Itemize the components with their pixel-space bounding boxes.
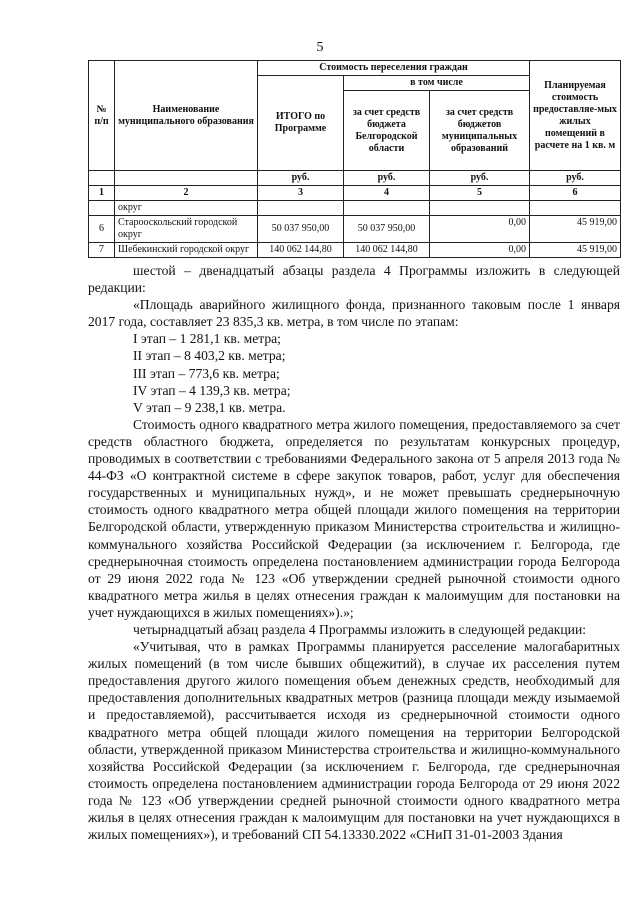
header-planned-cost: Планируемая стоимость предоставляе-мых жилых помещений в расчете на 1 кв. м — [530, 61, 621, 171]
column-number: 1 — [89, 186, 115, 201]
column-number: 3 — [258, 186, 344, 201]
row-regional: 140 062 144,80 — [344, 243, 430, 258]
column-number: 2 — [115, 186, 258, 201]
row-name: Шебекинский городской округ — [115, 243, 258, 258]
stage-line: II этап – 8 403,2 кв. метра; — [133, 348, 286, 364]
header-total: ИТОГО по Программе — [258, 76, 344, 171]
header-including: в том числе — [344, 76, 530, 91]
table-row — [89, 243, 621, 258]
row-regional: 50 037 950,00 — [344, 216, 430, 243]
unit-cell: руб. — [258, 171, 344, 186]
paragraph-amend-6-12: шестой – двенадцатый абзацы раздела 4 Программы изложить в следующей редакции: — [88, 263, 620, 296]
row-municipal: 0,00 — [430, 216, 530, 243]
row-planned: 45 919,00 — [530, 216, 621, 243]
unit-cell: руб. — [344, 171, 430, 186]
header-regional-budget: за счет средств бюджета Белгородской области — [344, 91, 430, 171]
column-number: 5 — [430, 186, 530, 201]
stage-line: IV этап – 4 139,3 кв. метра; — [133, 382, 291, 398]
header-cost-group: Стоимость переселения граждан — [258, 61, 530, 76]
header-number: № п/п — [89, 61, 115, 171]
row-number: 6 — [89, 216, 115, 243]
stage-line: I этап – 1 281,1 кв. метра; — [133, 331, 281, 347]
paragraph-area: «Площадь аварийного жилищного фонда, признанного таковым после 1 января 2017 года, составляет 23 835,3 кв. метра, в том числе по этапам: — [88, 297, 620, 330]
row-name: Старооскольский городской округ — [115, 216, 258, 243]
header-name: Наименование муниципального образования — [115, 61, 258, 171]
page-number: 5 — [316, 40, 324, 55]
continued-name-cell: округ — [115, 201, 258, 216]
column-number: 6 — [530, 186, 621, 201]
unit-cell: руб. — [530, 171, 621, 186]
row-total: 140 062 144,80 — [258, 243, 344, 258]
paragraph-cost: Стоимость одного квадратного метра жилого помещения, предоставляемого за счет средств областного бюджета, определяется по результатам конкурсных процедур, проводимых в соответствии с требованиями Федерального закона от 5 апреля 2013 года № 44-ФЗ «О контрактной системе в сфере закупок товаров, работ, услуг для обеспечения государственных и муниципальных нужд», и не может превышать среднерыночную стоимость одного квадратного метра общей площади жилого помещения на территории Белгородской области, утвержденную приказом Министерства строительства и жилищно-коммунального хозяйства Российской Федерации (за исключением г. Белгорода, где среднерыночная стоимость определена постановлением администрации города Белгорода от 29 июня 2022 года № 123 «Об утверждении средней рыночной стоимости одного квадратного метра жилья в целях отнесения граждан к малоимущим для постановки на учет нуждающихся в жилых помещениях»).»; — [88, 416, 620, 620]
header-municipal-budget: за счет средств бюджетов муниципальных образований — [430, 91, 530, 171]
table-row — [89, 216, 621, 243]
row-planned: 45 919,00 — [530, 243, 621, 258]
row-total: 50 037 950,00 — [258, 216, 344, 243]
document-body — [88, 262, 620, 843]
paragraph-small-housing: «Учитывая, что в рамках Программы планируется расселение малогабаритных жилых помещений (в том числе бывших общежитий), в случае их расселения путем предоставления другого жилого помещения объем денежных средств, необходимый для предоставления дополнительных квадратных метров (разница площади между изымаемой и предоставляемой), рассчитывается исходя из среднерыночной стоимости одного квадратного метра общей площади жилого помещения на территории Белгородской области, утвержденной приказом Министерства строительства и жилищно-коммунального хозяйства Российской Федерации (за исключением г. Белгорода, где среднерыночная стоимость определена постановлением администрации города Белгорода от 29 июня 2022 года № 123 «Об утверждении средней рыночной стоимости одного квадратного метра жилья в целях отнесения граждан к малоимущим для постановки на учет нуждающихся в жилых помещениях»), и требований СП 54.13330.2022 «СНиП 31-01-2003 Здания — [88, 639, 620, 843]
row-number: 7 — [89, 243, 115, 258]
unit-cell: руб. — [430, 171, 530, 186]
stage-line: V этап – 9 238,1 кв. метра. — [133, 399, 286, 415]
stage-line: III этап – 773,6 кв. метра; — [133, 365, 280, 381]
column-number: 4 — [344, 186, 430, 201]
resettlement-cost-table — [88, 60, 621, 258]
row-municipal: 0,00 — [430, 243, 530, 258]
paragraph-amend-14: четырнадцатый абзац раздела 4 Программы изложить в следующей редакции: — [133, 621, 586, 637]
